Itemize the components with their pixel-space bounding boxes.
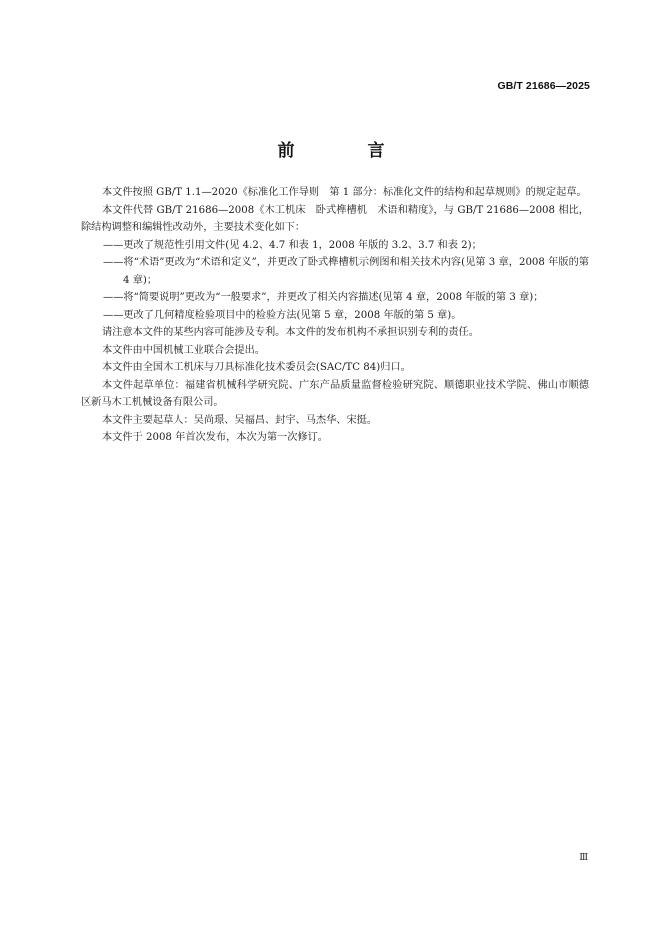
paragraph-replacement: 本文件代替 GB/T 21686—2008《木工机床 卧式榫槽机 术语和精度》，与 GB/T 21686—2008 相比，除结构调整和编辑性改动外，主要技术变化如下：	[81, 204, 589, 233]
standard-code: GB/T 21686—2025	[497, 80, 590, 92]
change-item-2: ——将“术语”更改为“术语和定义”，并更改了卧式榫槽机示例图和相关技术内容(见第 3 章，2008 年版的第 4 章)；	[103, 257, 589, 286]
paragraph-drafters: 本文件主要起草人：吴尚璟、吴福昌、封宇、马杰华、宋挺。	[102, 414, 378, 426]
paragraph-patent-notice: 请注意本文件的某些内容可能涉及专利。本文件的发布机构不承担识别专利的责任。	[102, 327, 479, 338]
paragraph-proposer: 本文件由中国机械工业联合会提出。	[102, 344, 265, 356]
paragraph-drafting-rules: 本文件按照 GB/T 1.1—2020《标准化工作导则 第 1 部分：标准化文件的结构和起草规则》的规定起草。	[102, 187, 587, 198]
change-item-1: ——更改了规范性引用文件(见 4.2、4.7 和表 1，2008 年版的 3.2、3.7 和表 2)；	[103, 239, 482, 251]
page-number: Ⅲ	[579, 853, 588, 863]
change-item-3: ——将“简要说明”更改为“一般要求”，并更改了相关内容描述(见第 4 章，2008 年版的第 3 章)；	[103, 292, 544, 303]
paragraph-drafting-units: 本文件起草单位：福建省机械科学研究院、广东产品质量监督检验研究院、顺德职业技术学院、佛山市顺德区新马木工机械设备有限公司。	[81, 379, 589, 408]
page-title: 前 言	[277, 141, 413, 161]
change-item-4: ——更改了几何精度检验项目中的检验方法(见第 5 章，2008 年版的第 5 章)。	[103, 309, 462, 321]
paragraph-history: 本文件于 2008 年首次发布，本次为第一次修订。	[102, 432, 328, 443]
foreword-body	[81, 184, 589, 447]
paragraph-committee: 本文件由全国木工机床与刀具标准化技术委员会(SAC/TC 84)归口。	[102, 362, 411, 373]
